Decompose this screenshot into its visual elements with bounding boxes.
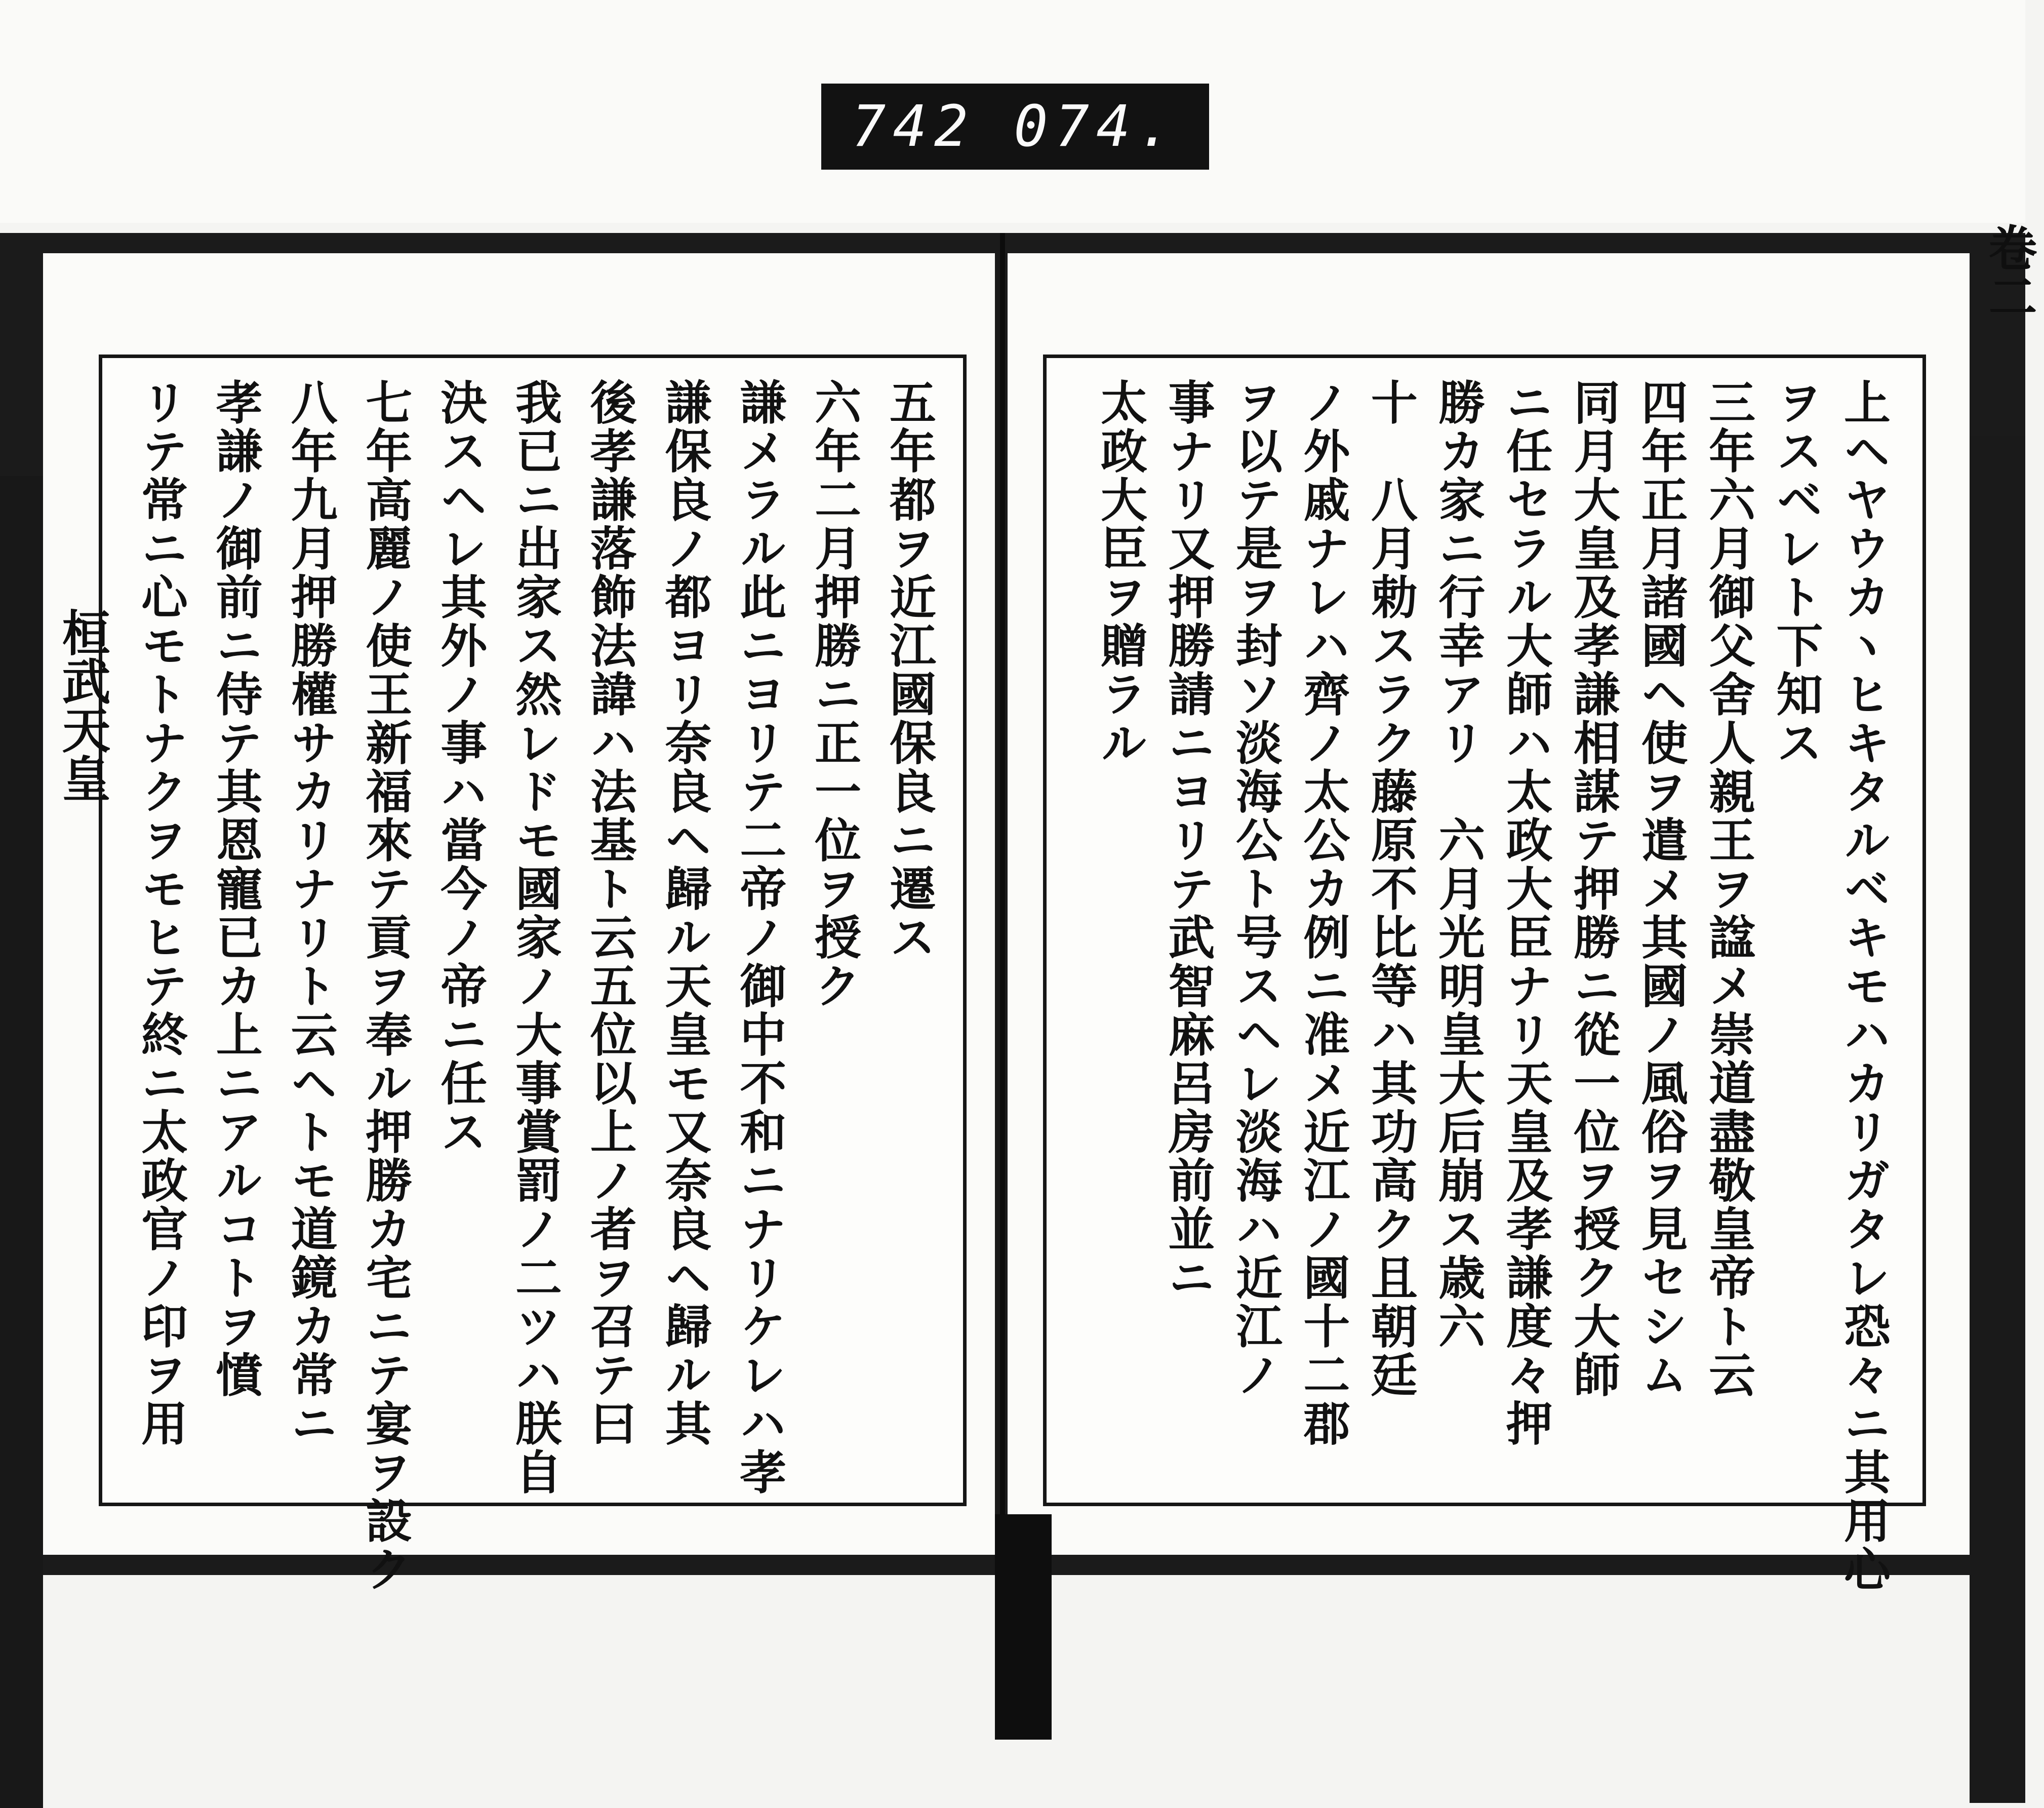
book-spine: [1000, 233, 1005, 1575]
text-column: ニ任セラル大師ハ太政大臣ナリ天皇及孝謙度々押: [1498, 378, 1553, 1448]
text-column: 三年六月御父舍人親王ヲ諡メ崇道盡敬皇帝ト云: [1701, 378, 1756, 1399]
archive-label-left: 742: [852, 94, 976, 160]
text-column: 勝カ家ニ行幸アリ 六月光明皇大后崩ス歳六: [1431, 378, 1486, 1351]
text-column: 決スヘレ其外ノ事ハ當今ノ帝ニ任ス: [433, 378, 488, 1156]
text-column: 十 八月勅スラク藤原不比等ハ其功高ク且朝廷: [1363, 378, 1418, 1399]
right-text-block: [1093, 378, 1891, 1594]
text-column: 後孝謙落飾法諱ハ法基ト云五位以上ノ者ヲ召テ曰: [582, 378, 637, 1448]
right-edge: [1970, 436, 2025, 1803]
text-column: 我已ニ出家ス然レドモ國家ノ大事賞罰ノ二ツハ朕自: [507, 378, 563, 1497]
left-page: [43, 253, 995, 1594]
right-page: [1008, 253, 1970, 1594]
archive-label: [821, 84, 1209, 170]
text-column: ヲ以テ是ヲ封ソ淡海公ト号スヘレ淡海ハ近江ノ: [1228, 378, 1283, 1399]
text-column: ヲスベレト下知ス: [1769, 378, 1824, 767]
binding-block: [995, 1514, 1052, 1740]
left-text-frame: [99, 355, 967, 1594]
left-text-block: [134, 378, 937, 1594]
right-text-frame: [1043, 355, 1926, 1594]
text-column: 太政大臣ヲ贈ラル: [1093, 378, 1148, 767]
text-column: 六年二月押勝ニ正一位ヲ授ク: [807, 378, 862, 1010]
text-column: 同月大皇及孝謙相謀テ押勝ニ從一位ヲ授ク大師: [1566, 378, 1621, 1399]
right-margin-heading: 卷二: [1981, 223, 2038, 320]
text-column: 四年正月諸國ヘ使ヲ遣メ其國ノ風俗ヲ見セシム: [1633, 378, 1689, 1399]
text-column: ノ外戚ナレハ齊ノ太公カ例ニ准メ近江ノ國十二郡: [1296, 378, 1351, 1448]
text-column: 五年都ヲ近江國保良ニ遷ス: [881, 378, 937, 962]
text-column: 上ヘヤウカヽヒキタルベキモハカリガタレ恐々ニ其用心: [1836, 378, 1891, 1594]
archive-label-right: 074.: [1014, 94, 1179, 160]
text-column: 八年九月押勝權サカリナリト云ヘトモ道鏡カ常ニ: [283, 378, 338, 1448]
left-edge: [0, 476, 43, 1808]
text-column: 謙保良ノ都ヨリ奈良ヘ歸ル天皇モ又奈良ヘ歸ル其: [657, 378, 712, 1448]
text-column: 謙メラル此ニヨリテ二帝ノ御中不和ニナリケレハ孝: [732, 378, 787, 1497]
text-column: 事ナリ又押勝請ニヨリテ武智麻呂房前並ニ: [1160, 378, 1216, 1302]
text-column: 孝謙ノ御前ニ侍テ其恩寵已カ上ニアルコトヲ憤: [208, 378, 263, 1399]
left-margin-heading: 桓武天皇: [54, 608, 111, 802]
book-spread: [0, 233, 2025, 1594]
text-column: 七年高麗ノ使王新福來テ貢ヲ奉ル押勝カ宅ニテ宴ヲ設ク: [358, 378, 413, 1594]
text-column: リテ常ニ心モトナクヲモヒテ終ニ太政官ノ印ヲ用: [134, 378, 188, 1448]
